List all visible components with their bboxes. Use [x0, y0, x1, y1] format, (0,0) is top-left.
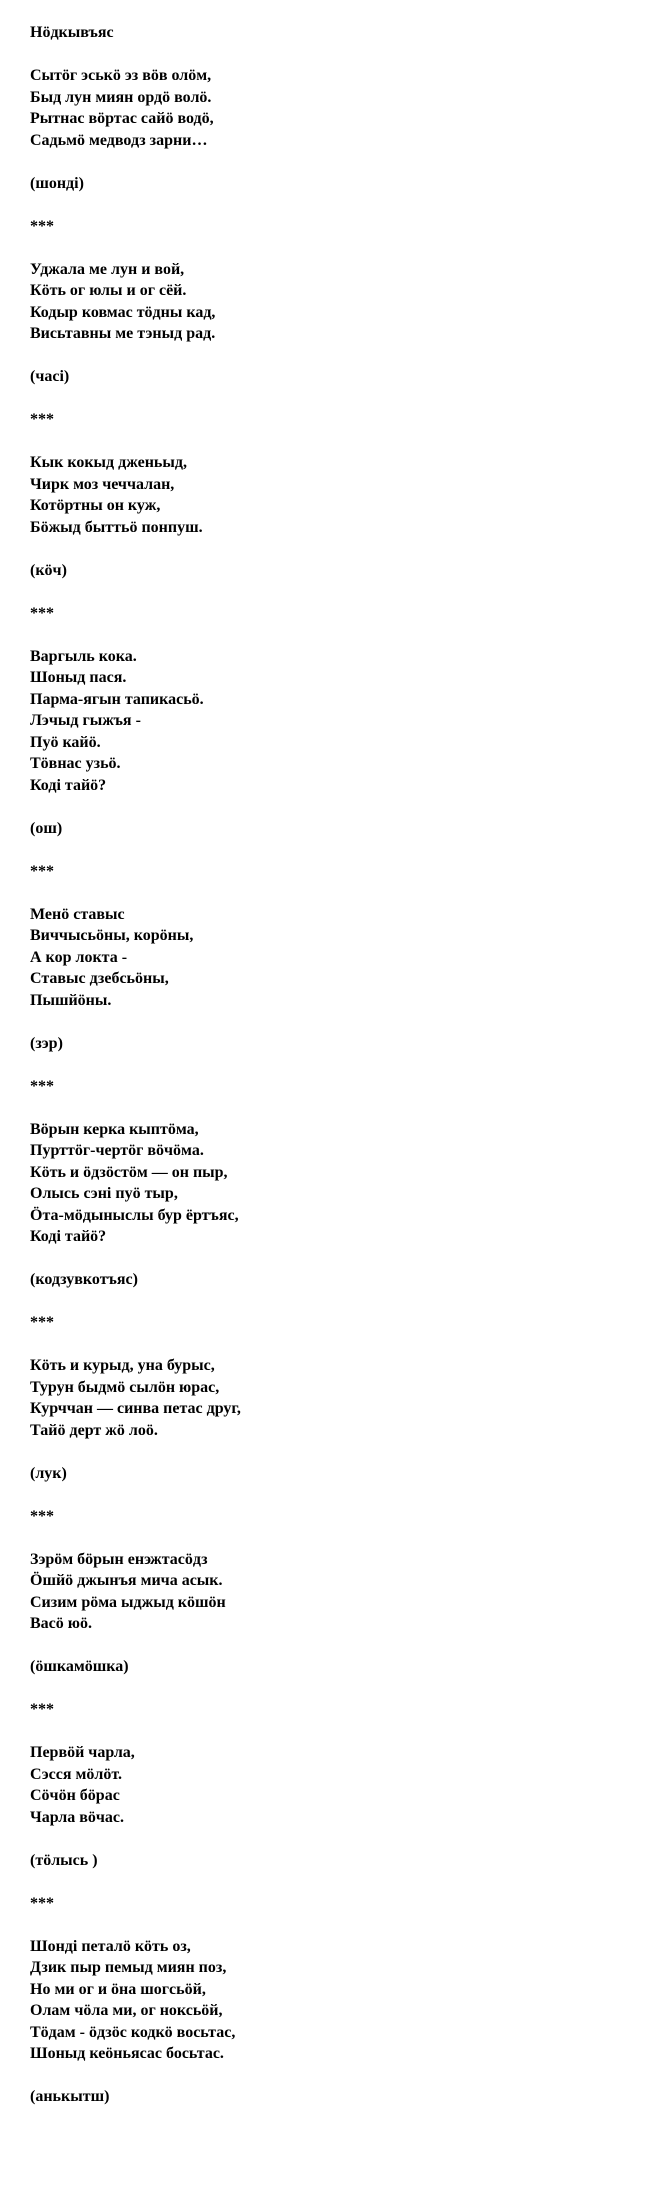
riddle-line: Первӧй чарла, [30, 1744, 135, 1761]
riddle-line: А кор локта - [30, 948, 128, 966]
riddle-line: Олам чӧла ми, ог ноксьӧй, [30, 2002, 223, 2019]
riddle-line: Ставыс дзебсьӧны, [30, 970, 169, 987]
separator: *** [30, 217, 54, 235]
riddle-answer: (кӧч) [30, 561, 67, 579]
riddle-line: Чарла вӧчас. [30, 1808, 124, 1826]
riddle-line: Кодыр ковмас тӧдны кад, [30, 303, 216, 321]
riddle-line: Тӧвнас узьӧ. [30, 755, 121, 772]
riddle-line: Вӧрын керка кыптӧма, [30, 1120, 199, 1138]
riddle-line: Турун быдмӧ сылӧн юрас, [30, 1378, 220, 1396]
riddle-answer: (часі) [30, 368, 70, 385]
riddle-line: Сизим рӧма ыджыд кӧшӧн [30, 1593, 226, 1611]
riddle-block [30, 646, 630, 883]
riddle-line: Но ми ог и ӧна шогсьӧй, [30, 1980, 206, 1998]
riddle-answer: (ӧшкамӧшка) [30, 1658, 129, 1675]
riddle-block [30, 904, 630, 1098]
riddle-line: Котӧртны он куж, [30, 497, 161, 514]
riddle-answer: (зэр) [30, 1034, 63, 1052]
riddle-line: Васӧ юӧ. [30, 1615, 92, 1632]
riddle-block [30, 1742, 630, 1914]
riddle-block [30, 1549, 630, 1721]
riddle-block [30, 259, 630, 431]
riddle-line: Курччан — синва петас друг, [30, 1400, 241, 1417]
riddle-stanza [30, 1549, 630, 1635]
riddle-block [30, 1355, 630, 1527]
riddle-block [30, 452, 630, 624]
riddle-line: Висьтавны ме тэныд рад. [30, 325, 216, 342]
riddle-line: Лэчыд гыжъя - [30, 712, 141, 729]
riddle-line: Шоныд кеӧньясас босьтас. [30, 2045, 224, 2062]
riddle-line: Рытнас вӧртас сайӧ водӧ, [30, 110, 214, 127]
riddle-block [30, 65, 630, 237]
riddle-line: Шоныд пася. [30, 669, 127, 686]
riddle-line: Кык кокыд дженьыд, [30, 454, 187, 471]
riddle-line: Бӧжыд быттьӧ понпуш. [30, 518, 203, 536]
riddle-line: Зэрӧм бӧрын енэжтасӧдз [30, 1550, 208, 1568]
riddle-line: Шонді петалӧ кӧть оз, [30, 1937, 191, 1955]
riddle-stanza [30, 452, 630, 538]
riddle-line: Ӧта-мӧдыныслы бур ёртъяс, [30, 1206, 239, 1224]
riddle-line: Дзик пыр пемыд миян поз, [30, 1959, 227, 1976]
riddle-line: Пышйӧны. [30, 991, 112, 1009]
riddle-answer: (лук) [30, 1464, 67, 1482]
riddle-stanza [30, 1936, 630, 2065]
riddle-line: Быд лун миян ордӧ волӧ. [30, 88, 212, 106]
riddle-line: Кӧть и ӧдзöстӧм — он пыр, [30, 1163, 228, 1181]
riddle-answer: (анькытш) [30, 2088, 110, 2105]
separator: *** [30, 604, 54, 622]
riddle-stanza [30, 259, 630, 345]
riddle-line: Тӧдам - ӧдзӧс кодкӧ восьтас, [30, 2023, 236, 2041]
riddle-answer: (тӧлысь ) [30, 1851, 98, 1869]
riddle-line: Пурттӧг-чертӧг вӧчӧма. [30, 1142, 204, 1159]
separator: *** [30, 1077, 54, 1095]
riddle-line: Уджала ме лун и вой, [30, 260, 185, 278]
separator: *** [30, 411, 54, 428]
separator: *** [30, 1701, 54, 1718]
page-title: Нӧдкывъяс [30, 24, 114, 41]
riddle-block [30, 1936, 630, 2108]
riddle-stanza [30, 65, 630, 151]
riddle-line: Сэсся мӧлӧт. [30, 1765, 123, 1783]
riddle-line: Тайӧ дерт жӧ лоӧ. [30, 1421, 158, 1439]
riddle-answer: (шонді) [30, 174, 84, 192]
riddle-line: Сытӧг эськӧ эз вӧв олӧм, [30, 67, 212, 84]
riddle-stanza [30, 1355, 630, 1441]
riddle-line: Кӧть и курыд, уна бурыс, [30, 1357, 215, 1374]
riddle-line: Олысь сэні пуӧ тыр, [30, 1185, 178, 1202]
riddle-line: Коді тайӧ? [30, 1228, 107, 1245]
riddle-list [30, 65, 630, 2108]
riddle-stanza [30, 1119, 630, 1248]
riddle-line: Чирк моз чеччалан, [30, 475, 175, 493]
riddle-line: Ӧшйӧ джынъя мича асык. [30, 1572, 223, 1589]
riddle-line: Пуӧ кайӧ. [30, 733, 101, 751]
separator: *** [30, 1507, 54, 1525]
separator: *** [30, 1314, 54, 1331]
riddle-answer: (кодзувкотъяс) [30, 1271, 138, 1288]
riddle-answer: (ош) [30, 819, 63, 837]
separator: *** [30, 862, 54, 880]
riddle-line: Коді тайӧ? [30, 776, 107, 794]
riddle-line: Сӧчӧн бӧрас [30, 1787, 120, 1804]
riddle-line: Парма-ягын тапикасьӧ. [30, 690, 204, 708]
riddle-stanza [30, 1742, 630, 1828]
riddle-stanza [30, 904, 630, 1012]
riddle-stanza [30, 646, 630, 797]
riddle-line: Варгыль кока. [30, 647, 137, 665]
riddle-block [30, 1119, 630, 1334]
document-page [30, 22, 630, 2129]
separator: *** [30, 1894, 54, 1912]
riddle-line: Садьмӧ медводз зарни… [30, 131, 208, 149]
riddle-line: Кӧть ог юлы и ог сёй. [30, 282, 187, 299]
riddle-line: Виччысьӧны, корӧны, [30, 927, 194, 944]
riddle-line: Менӧ ставыс [30, 905, 125, 923]
